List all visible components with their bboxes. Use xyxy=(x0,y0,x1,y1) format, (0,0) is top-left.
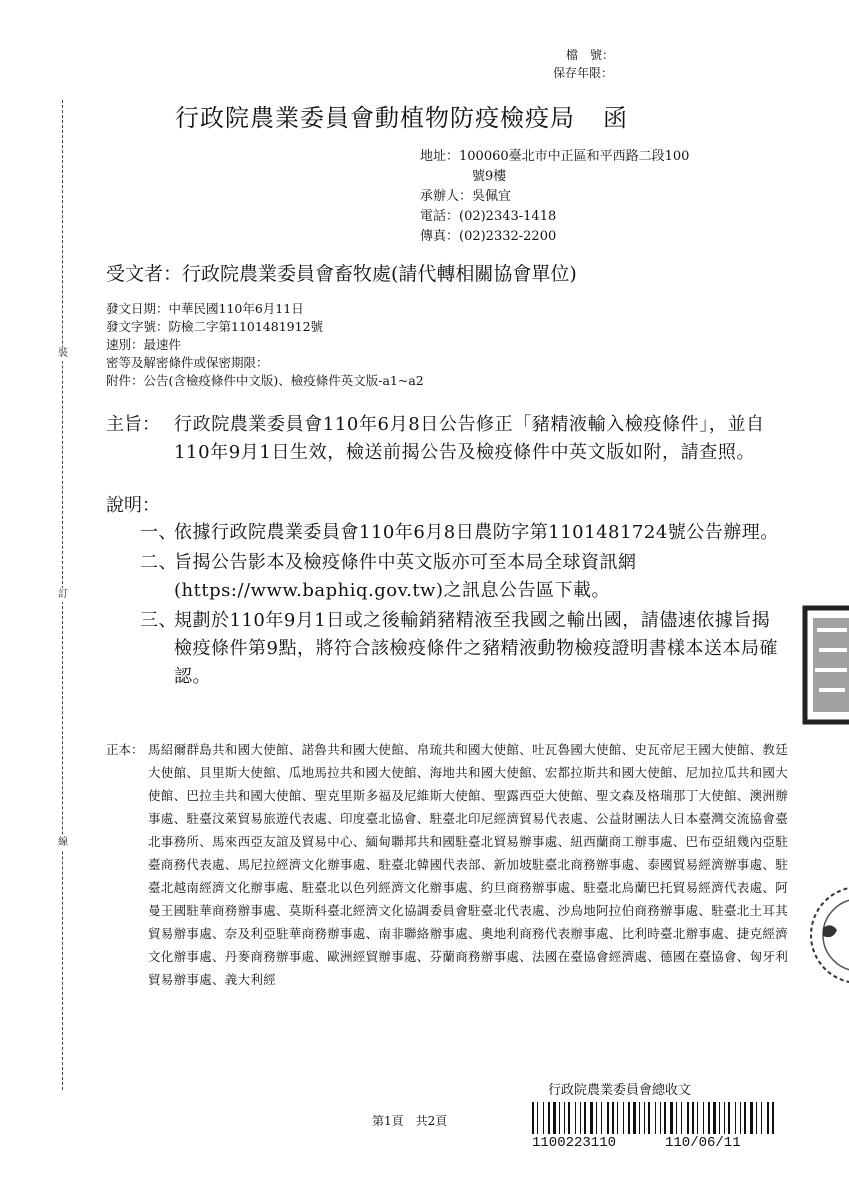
attachments: 附件：公告(含檢疫條件中文版)、檢疫條件英文版-a1~a2 xyxy=(106,373,424,388)
partial-circle-stamp-icon xyxy=(789,880,849,990)
original-copies-section xyxy=(106,738,796,991)
document-kind: 函 xyxy=(603,104,628,132)
document-meta xyxy=(106,300,424,390)
copies-label: 正本： xyxy=(106,742,144,757)
phone-number: 電話：(02)2343-1418 xyxy=(420,209,557,224)
issue-date: 發文日期：中華民國110年6月11日 xyxy=(106,301,304,316)
subject-text: 行政院農業委員會110年6月8日公告修正「豬精液輸入檢疫條件」，並自110年9月1日生效，檢送前揭公告及檢疫條件中英文版如附，請查照。 xyxy=(174,414,765,463)
document-number: 發文字號：防檢二字第1101481912號 xyxy=(106,319,324,334)
item-text: 規劃於110年9月1日或之後輸銷豬精液至我國之輸出國，請儘速依據旨揭檢疫條件第9點，將符合該檢疫條件之豬精液動物檢疫證明書樣本送本局確認。 xyxy=(174,610,778,687)
subject-label: 主旨： xyxy=(106,414,160,435)
receipt-number: 1100223110 xyxy=(532,1135,617,1151)
explanation-list xyxy=(140,519,780,693)
subject-section xyxy=(106,411,786,467)
agency-name: 行政院農業委員會動植物防疫檢疫局 xyxy=(175,104,575,132)
explanation-item xyxy=(140,607,780,691)
explanation-item xyxy=(140,519,780,547)
item-text: 依據行政院農業委員會110年6月8日農防字第1101481724號公告辦理。 xyxy=(174,522,779,543)
file-info xyxy=(553,46,614,82)
binding-mark-xian: 線 xyxy=(55,836,71,850)
fax-number: 傳真：(02)2332-2200 xyxy=(420,229,557,244)
explanation-label: 說明： xyxy=(106,495,160,516)
copies-text: 馬紹爾群島共和國大使館、諾魯共和國大使館、帛琉共和國大使館、吐瓦魯國大使館、史瓦帝尼王國大使館、教廷大使館、貝里斯大使館、瓜地馬拉共和國大使館、海地共和國大使館、宏都拉斯共和國大使館、尼加拉瓜共和國大使館、巴拉圭共和國大使館、聖克里斯多福及尼維斯大使館、聖露西亞大使館、聖文森及格瑞那丁大使館、澳洲辦事處、駐臺汶萊貿易旅遊代表處、印度臺北協會、駐臺北印尼經濟貿易代表處、公益財團法人日本臺灣交流協會臺北事務所、馬來西亞友誼及貿易中心、緬甸聯邦共和國駐臺北貿易辦事處、紐西蘭商工辦事處、巴布亞紐幾內亞駐臺商務代表處、馬尼拉經濟文化辦事處、駐臺北韓國代表部、新加坡駐臺北商務辦事處、泰國貿易經濟辦事處、駐臺北越南經濟文化辦事處、駐臺北以色列經濟文化辦事處、約旦商務辦事處、駐臺北烏蘭巴托貿易經濟代表處、阿曼王國駐華商務辦事處、莫斯科臺北經濟文化協調委員會駐臺北代表處、沙烏地阿拉伯商務辦事處、駐臺北土耳其貿易辦事處、奈及利亞駐華商務辦事處、南非聯絡辦事處、奧地利商務代表辦事處、比利時臺北辦事處、捷克經濟文化辦事處、丹麥商務辦事處、歐洲經貿辦事處、芬蘭商務辦事處、法國在臺協會經濟處、德國在臺協會、匈牙利貿易辦事處、義大利經 xyxy=(148,742,789,987)
secrecy-level: 密等及解密條件或保密期限： xyxy=(106,355,269,370)
binding-mark-ding: 訂 xyxy=(55,588,71,602)
page-number: 第1頁 共2頁 xyxy=(372,1114,448,1128)
address-line-1: 地址：100060臺北市中正區和平西路二段100 xyxy=(420,149,690,164)
contact-block xyxy=(420,147,750,247)
binding-mark-zhuang: 裝 xyxy=(55,347,71,361)
item-number: 三、 xyxy=(140,610,177,631)
receipt-date: 110/06/11 xyxy=(665,1135,741,1151)
file-number-label: 檔 號： xyxy=(565,48,614,62)
letterhead-title xyxy=(175,100,628,136)
item-text: 旨揭公告影本及檢疫條件中英文版亦可至本局全球資訊網(https://www.baphiq.gov.tw)之訊息公告區下載。 xyxy=(174,552,637,601)
address-line-2: 號9樓 xyxy=(472,169,507,184)
barcode-icon xyxy=(530,1102,775,1134)
receipt-stamp xyxy=(520,1082,780,1152)
item-number: 二、 xyxy=(140,552,177,573)
retention-label: 保存年限： xyxy=(552,66,613,80)
delivery-speed: 速別：最速件 xyxy=(106,337,182,352)
explanation-item xyxy=(140,549,780,605)
recipient: 受文者：行政院農業委員會畜牧處(請代轉相關協會單位) xyxy=(106,263,577,285)
seal-stamp-icon xyxy=(797,600,849,730)
handler-name: 承辦人：吳佩宜 xyxy=(420,189,512,204)
item-number: 一、 xyxy=(140,522,177,543)
receipt-title: 行政院農業委員會總收文 xyxy=(548,1083,692,1098)
